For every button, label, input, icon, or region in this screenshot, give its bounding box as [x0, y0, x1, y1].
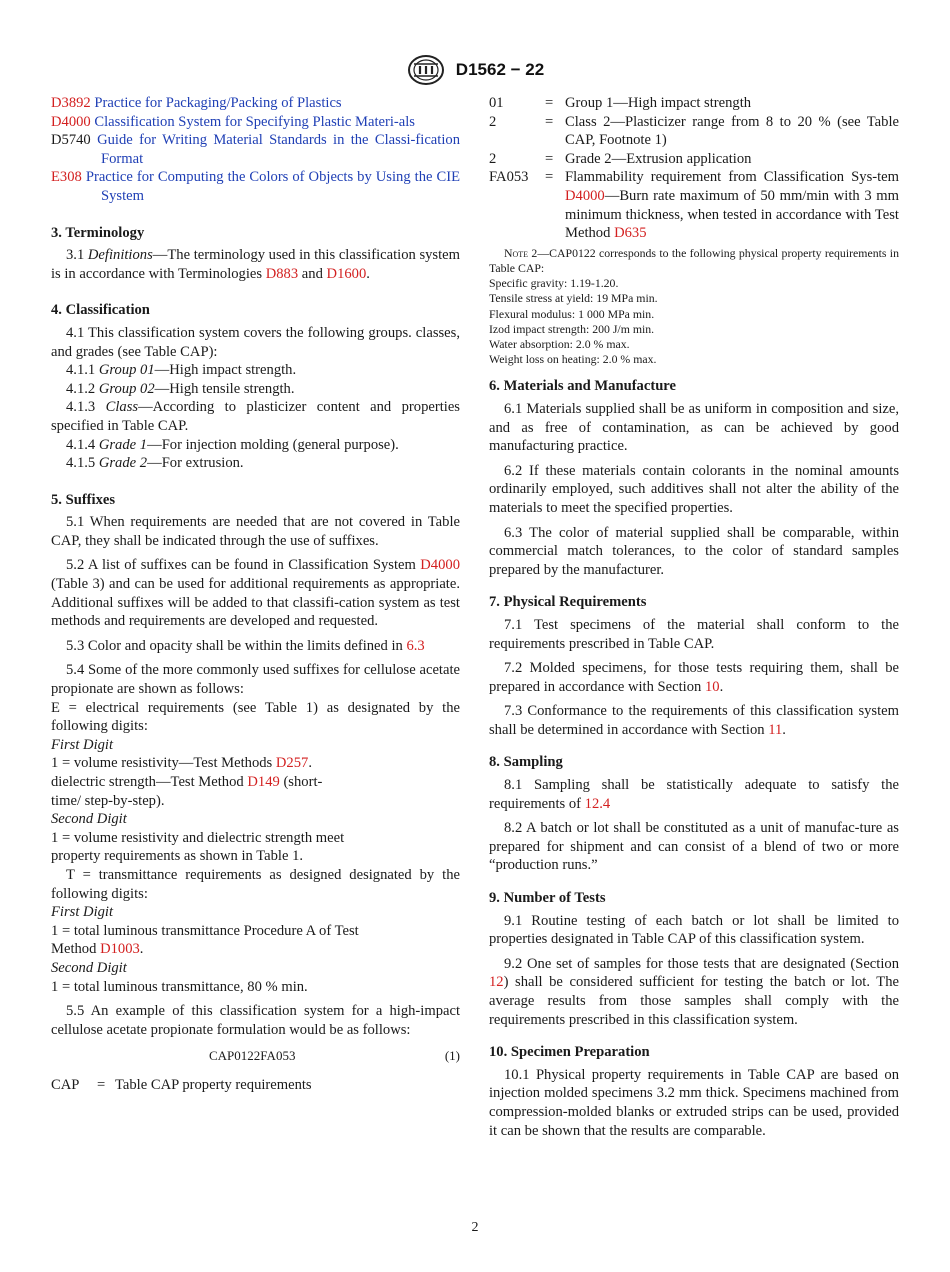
- note-line: Izod impact strength: 200 J/m min.: [489, 321, 655, 336]
- reference-d3892: [51, 94, 460, 113]
- section-link[interactable]: 6.3: [406, 637, 425, 654]
- ref-code-link[interactable]: D3892: [51, 95, 91, 111]
- def-value: Group 1—High impact strength: [565, 95, 752, 111]
- standard-link[interactable]: D149: [247, 774, 280, 790]
- def-value: [565, 168, 899, 242]
- item-4-1-3: [51, 398, 460, 435]
- def-eq: =: [97, 1076, 106, 1093]
- definition-grade-2: [489, 150, 899, 169]
- page-header: [0, 54, 950, 88]
- suffix-t2: [51, 940, 460, 959]
- ref-code-link[interactable]: E308: [51, 169, 82, 186]
- text: —Burn rate maximum of 50 mm/min with 3 mm minimum thickness, when tested in accordance with Test Method: [565, 187, 899, 242]
- text: .: [719, 678, 724, 695]
- paragraph-3-1: [51, 246, 460, 283]
- item-4-1-2: [51, 380, 460, 399]
- text: 7.2 Molded specimens, for those tests requiring them, shall be prepared in accordance with Section: [489, 660, 899, 695]
- section-link[interactable]: 12.4: [584, 795, 611, 812]
- paragraph-7-1: 7.1 Test specimens of the material shall conform to the requirements prescribed in Table CAP.: [489, 616, 899, 652]
- text: 3.1: [66, 247, 88, 264]
- paragraph-5-3: [51, 637, 460, 656]
- term: Class: [105, 399, 139, 416]
- section-heading-number-of-tests: 9. Number of Tests: [489, 890, 606, 907]
- text: 5.2 A list of suffixes can be found in Classification System: [66, 557, 421, 574]
- equation-1: [51, 1047, 460, 1066]
- paragraph-4-1: 4.1 This classification system covers the following groups. classes, and grades (see Table CAP):: [51, 324, 460, 360]
- text: ) shall be considered sufficient for testing the batch or lot. The average results from those samples shall comply with the requirements prescribed in this classification system.: [489, 974, 899, 1028]
- text: 7.3 Conformance to the requirements of this classification system shall be determined in accordance with Section: [489, 703, 899, 738]
- def-eq: =: [545, 95, 554, 111]
- section-heading-terminology: 3. Terminology: [51, 224, 145, 241]
- def-key: 2: [489, 113, 497, 130]
- right-column: [489, 94, 899, 1146]
- text: 5.3 Color and opacity shall be within the limits defined in: [66, 637, 407, 654]
- paragraph-8-2: 8.2 A batch or lot shall be constituted as a unit of manufac-ture as prepared for shipment and can consist of a blend of two or more “production runs.”: [489, 820, 899, 874]
- def-eq: =: [545, 113, 554, 130]
- standard-link[interactable]: D883: [265, 265, 299, 282]
- section-heading-specimen-preparation: 10. Specimen Preparation: [489, 1044, 650, 1061]
- text: .: [139, 941, 144, 958]
- paragraph-8-1: [489, 776, 899, 813]
- text: 8.1 Sampling shall be statistically adequate to satisfy the requirements of: [489, 777, 899, 812]
- text: —According to plasticizer content and properties specified in Table CAP.: [51, 399, 460, 434]
- ref-code-link[interactable]: D4000: [51, 113, 91, 130]
- item-4-1-5: [51, 454, 460, 473]
- paragraph-6-1: 6.1 Materials supplied shall be as uniform in composition and size, and as free of contamination, as can be achieved by good manufacturing practice.: [489, 400, 899, 455]
- standard-link[interactable]: D1600: [326, 265, 367, 282]
- num: 4.1.4: [66, 436, 99, 453]
- paragraph-10-1: 10.1 Physical property requirements in Table CAP are based on injection molded specimens 3.2 mm thick. Specimens machined from compression-molded blanks or extruded strips can be used, provided it can be shown that the results are comparable.: [489, 1066, 899, 1139]
- paragraph-5-1: 5.1 When requirements are needed that are not covered in Table CAP, they shall be indicated through the use of suffixes.: [51, 514, 460, 549]
- suffix-e3: time/ step-by-step).: [51, 792, 165, 809]
- suffix-e1: [51, 754, 460, 773]
- text: .: [782, 721, 786, 738]
- def-value: Table CAP property requirements: [115, 1076, 312, 1093]
- text: —High impact strength.: [154, 362, 297, 379]
- text: dielectric strength—Test Method: [51, 774, 248, 790]
- definition-fa053: [489, 168, 899, 242]
- suffix-t3: 1 = total luminous transmittance, 80 % min.: [51, 978, 308, 995]
- paragraph-5-4: 5.4 Some of the more commonly used suffixes for cellulose acetate propionate are shown as follows:: [51, 662, 460, 698]
- suffix-t1: 1 = total luminous transmittance Procedure A of Test: [51, 922, 359, 939]
- text: (short-: [279, 774, 323, 790]
- text: 1 = volume resistivity—Test Methods: [51, 755, 276, 772]
- definition-cap: [51, 1076, 460, 1095]
- ref-code: D5740: [51, 132, 91, 149]
- section-link[interactable]: 11: [768, 721, 783, 738]
- definition-01: [489, 94, 899, 113]
- num: 4.1.5: [66, 455, 99, 472]
- ref-title-link[interactable]: Practice for Computing the Colors of Objects by Using the CIE System: [85, 169, 460, 204]
- text: —High tensile strength.: [154, 380, 295, 397]
- text: —For injection molding (general purpose).: [147, 436, 399, 453]
- text: 9.2 One set of samples for those tests that are designated (Section: [504, 955, 899, 972]
- paragraph-6-3: 6.3 The color of material supplied shall be comparable, within commercial match tolerances, to the color of standard samples prepared by the manufacturer.: [489, 524, 899, 578]
- standard-link[interactable]: D257: [275, 755, 309, 772]
- def-key: FA053: [489, 169, 529, 186]
- reference-d5740: [51, 131, 460, 168]
- def-key: 2: [489, 150, 497, 167]
- first-digit-label: First Digit: [51, 904, 114, 921]
- item-4-1-4: [51, 436, 460, 455]
- reference-e308: [51, 168, 460, 205]
- paragraph-9-1: 9.1 Routine testing of each batch or lot shall be limited to properties designated in Table CAP of this classification system.: [489, 912, 899, 948]
- text: —For extrusion.: [147, 455, 244, 472]
- note-line: Flexural modulus: 1 000 MPa min.: [489, 306, 655, 321]
- num: 4.1.2: [66, 380, 99, 397]
- num: 4.1.3: [66, 399, 106, 416]
- equation-text: CAP0122FA053: [209, 1048, 296, 1064]
- first-digit-label: First Digit: [51, 736, 114, 753]
- item-4-1-1: [51, 361, 460, 380]
- suffix-e4: 1 = volume resistivity and dielectric strength meet: [51, 829, 345, 846]
- standard-link[interactable]: D1003: [100, 941, 140, 958]
- def-value: Grade 2—Extrusion application: [565, 150, 752, 167]
- second-digit-label: Second Digit: [51, 959, 127, 976]
- standard-link[interactable]: D4000: [420, 557, 460, 574]
- paragraph-5-5: 5.5 An example of this classification system for a high-impact cellulose acetate propionate formulation would be as follows:: [51, 1003, 460, 1038]
- paragraph-7-3: [489, 702, 899, 739]
- term: Group 01: [98, 362, 155, 379]
- term: Grade 1: [98, 436, 148, 453]
- note-2: [489, 246, 899, 368]
- ref-title-link[interactable]: Practice for Packaging/Packing of Plastics: [94, 95, 342, 111]
- text: —The terminology used in this classification system is in accordance with Terminologies: [51, 247, 460, 282]
- suffix-e5: property requirements as shown in Table 1.: [51, 848, 304, 865]
- section-link[interactable]: 10: [704, 678, 720, 695]
- section-heading-sampling: 8. Sampling: [489, 754, 563, 771]
- def-eq: =: [545, 150, 554, 167]
- paragraph-7-2: [489, 659, 899, 696]
- note-line: Tensile stress at yield: 19 MPa min.: [489, 291, 658, 306]
- text: .: [308, 755, 312, 772]
- section-heading-suffixes: 5. Suffixes: [51, 491, 116, 508]
- ref-title-link[interactable]: Classification System for Specifying Plastic Materi-als: [94, 113, 415, 130]
- note-line: Water absorption: 2.0 % max.: [489, 336, 630, 351]
- note-line: [489, 246, 899, 276]
- second-digit-label: Second Digit: [51, 811, 127, 828]
- section-heading-materials: 6. Materials and Manufacture: [489, 378, 676, 395]
- text: .: [366, 265, 370, 282]
- standard-link[interactable]: D635: [614, 225, 647, 242]
- note-label: Note: [504, 245, 529, 260]
- page-number: 2: [471, 1220, 479, 1235]
- num: 4.1.1: [66, 362, 99, 379]
- suffix-e2: [51, 773, 460, 792]
- text: Flammability requirement from Classification Sys-tem: [565, 169, 899, 186]
- equation-number: (1): [444, 1048, 460, 1064]
- text: Method: [51, 941, 101, 958]
- section-heading-classification: 4. Classification: [51, 302, 150, 319]
- def-eq: =: [545, 169, 554, 186]
- suffix-t-line: T = transmittance requirements as designed designated by the following digits:: [51, 866, 460, 902]
- paragraph-9-2: [489, 955, 899, 1029]
- text: (Table 3) and can be used for additional requirements as appropriate. Additional suffixes will be added to that classifi-cation system as test methods and requirements are developed and requested.: [51, 576, 460, 630]
- def-value: Class 2—Plasticizer range from 8 to 20 % (see Table CAP, Footnote 1): [565, 113, 899, 149]
- paragraph-6-2: 6.2 If these materials contain colorants in the nominal amounts ordinarily employed, such additives shall not alter the ability of the materials to meet the specified properties.: [489, 462, 899, 516]
- def-key: CAP: [51, 1076, 80, 1093]
- def-key: 01: [489, 95, 504, 111]
- note-text: 2—CAP0122 corresponds to the following physical property requirements in Table CAP:: [489, 245, 899, 275]
- term: Group 02: [98, 380, 155, 397]
- definition-class-2: [489, 113, 899, 150]
- paragraph-5-2: [51, 556, 460, 630]
- reference-d4000: [51, 113, 460, 132]
- section-link[interactable]: 12: [489, 974, 504, 991]
- term: Grade 2: [98, 455, 148, 472]
- term: Definitions: [87, 247, 153, 264]
- note-line: Specific gravity: 1.19-1.20.: [489, 276, 619, 291]
- standard-link[interactable]: D4000: [565, 187, 605, 204]
- astm-logo-icon: [406, 54, 446, 86]
- section-heading-physical-requirements: 7. Physical Requirements: [489, 594, 647, 611]
- suffix-e-line: E = electrical requirements (see Table 1) as designated by the following digits:: [51, 699, 460, 735]
- left-column: [51, 94, 460, 1095]
- ref-title-link[interactable]: Guide for Writing Material Standards in the Classi-fication Format: [97, 132, 460, 167]
- note-line: Weight loss on heating: 2.0 % max.: [489, 352, 657, 367]
- text: and: [298, 265, 327, 282]
- document-id: D1562 − 22: [455, 60, 545, 79]
